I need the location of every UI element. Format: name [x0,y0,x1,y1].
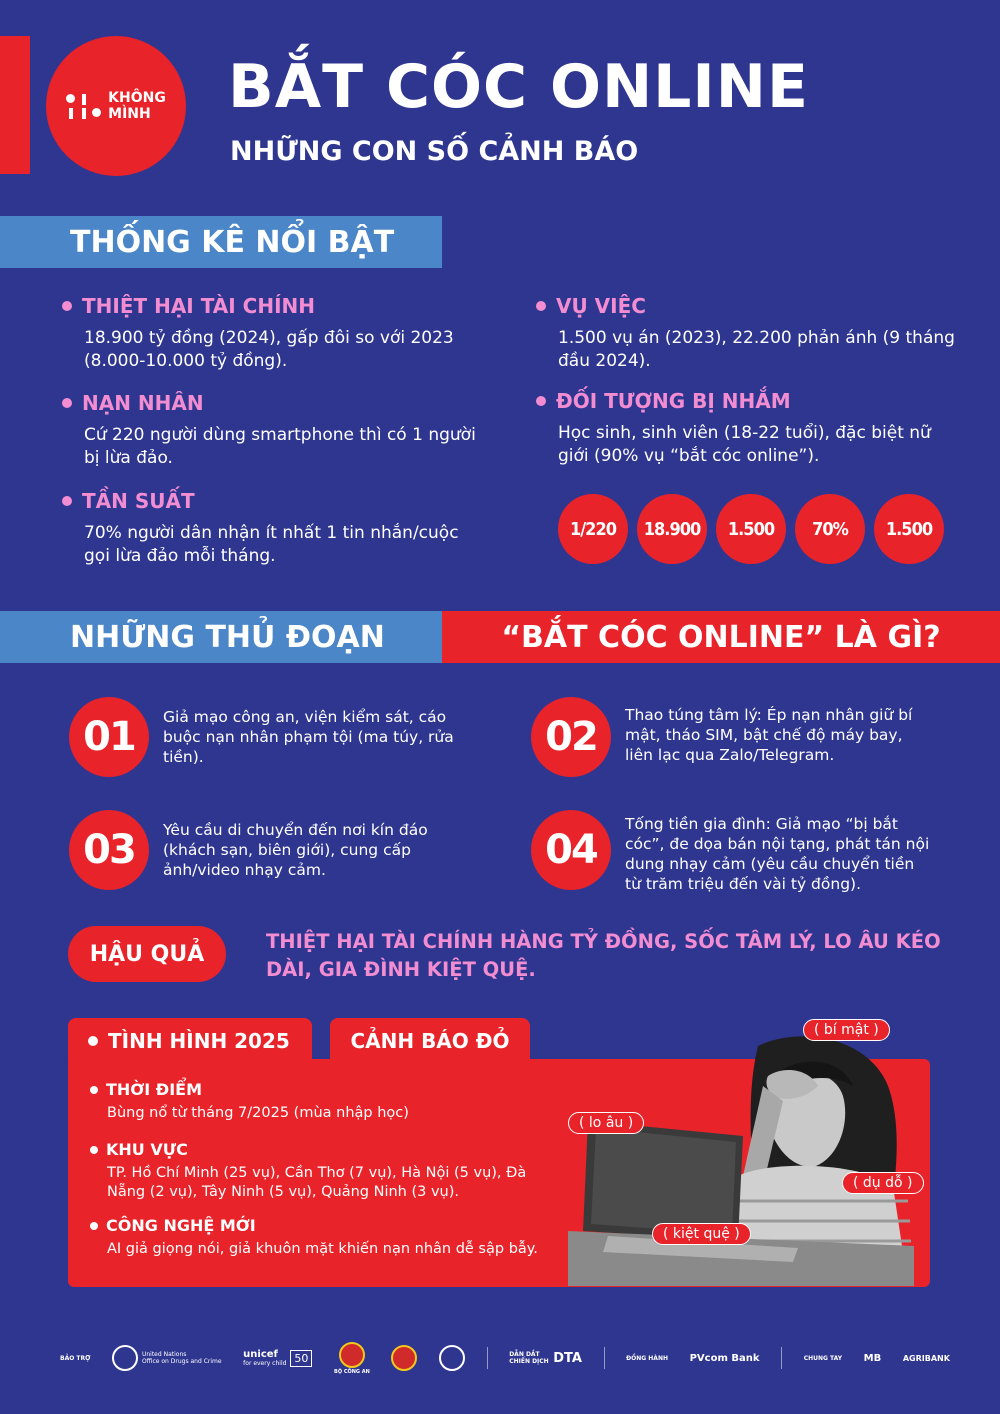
stat-body: Cứ 220 người dùng smartphone thì có 1 người bị lừa đảo. [84,425,476,468]
method-item [531,810,930,894]
bullet-icon [90,1146,98,1154]
un-text: United Nations [141,1351,187,1358]
stat-badge: 18.900 [637,494,707,564]
logo-mark-icon [66,94,102,119]
pvcombank-logo [690,1353,760,1364]
stat-body: 70% người dân nhận ít nhất 1 tin nhắn/cuộc gọi lừa đảo mỗi tháng. [84,523,459,566]
item-title: KHU VỰC [106,1140,188,1159]
method-number: 02 [531,697,611,777]
tag-secret: ( bí mật ) [803,1019,890,1041]
unicef-50-badge: 50 [290,1350,312,1367]
method-text: Tống tiền gia đình: Giả mạo “bị bắt cóc”, đe dọa bán nội tạng, phát tán nội dung nhạy cảm (yêu cầu chuyển tiền từ trăm triệu đến vài tỷ đồng). [625,815,930,893]
bullet-icon [536,301,546,311]
lead-label-text: DẪN DẮT CHIẾN DỊCH [509,1351,549,1365]
logo-line-2: MÌNH [108,106,151,122]
stat-targets [536,389,956,468]
method-text: Yêu cầu di chuyển đến nơi kín đáo (khách sạn, biên giới), cung cấp ảnh/video nhạy cảm. [163,821,428,879]
ministry-logo [391,1345,417,1371]
stat-badge: 1.500 [716,494,786,564]
unicef-logo [243,1349,312,1367]
footer-separator [781,1347,782,1369]
tab-label: TÌNH HÌNH 2025 [108,1028,290,1053]
item-body: TP. Hồ Chí Minh (25 vụ), Cần Thơ (7 vụ), Hà Nội (5 vụ), Đà Nẵng (2 vụ), Tây Ninh (5 vụ), Quảng Ninh (3 vụ). [107,1165,527,1200]
stat-cases [536,294,956,373]
page-title: BẮT CÓC ONLINE [228,52,809,122]
un-emblem-icon [112,1345,138,1371]
stat-title: VỤ VIỆC [556,294,646,318]
medical-emblem-icon [439,1345,465,1371]
tab-situation-2025 [68,1018,312,1063]
bullet-icon [536,396,546,406]
stat-badge: 1.500 [874,494,944,564]
tag-exhausted: ( kiệt quệ ) [652,1223,751,1245]
bullet-icon [62,301,72,311]
method-text: Giả mạo công an, viện kiểm sát, cáo buộc nạn nhân phạm tội (ma túy, rửa tiền). [163,708,454,766]
bullet-icon [62,398,72,408]
bullet-icon [90,1086,98,1094]
photo-illustration [568,1026,914,1286]
situation-item-time [90,1080,560,1123]
unicef-text: unicef [243,1349,278,1360]
companion-label [626,1355,668,1362]
stat-body: 18.900 tỷ đồng (2024), gấp đôi so với 2023 (8.000-10.000 tỷ đồng). [84,328,454,371]
bca-text: BỘ CÔNG AN [334,1368,370,1375]
tab-red-warning: CẢNH BÁO ĐỎ [330,1018,530,1063]
sponsor-label-text: BẢO TRỢ [60,1354,91,1362]
campaign-logo [46,36,186,176]
consequences-text: THIỆT HẠI TÀI CHÍNH HÀNG TỶ ĐỒNG, SỐC TÂM LÝ, LO ÂU KÉO DÀI, GIA ĐÌNH KIỆT QUỆ. [266,930,941,981]
header-accent-bar [0,36,30,174]
item-body: Bùng nổ từ tháng 7/2025 (mùa nhập học) [107,1105,409,1121]
logo-line-1: KHÔNG [108,90,166,106]
tag-lure: ( dụ dỗ ) [842,1172,924,1194]
together-label [804,1355,842,1362]
item-body: AI giả giọng nói, giả khuôn mặt khiến nạn nhân dễ sập bẫy. [107,1241,538,1257]
item-title: THỜI ĐIỂM [106,1080,203,1099]
method-number: 04 [531,810,611,890]
state-emblem-icon [391,1345,417,1371]
footer-separator [604,1347,605,1369]
sponsor-footer [60,1336,950,1380]
agribank-text: AGRIBANK [902,1353,950,1363]
stat-title: NẠN NHÂN [82,391,204,415]
together-label-text: CHUNG TAY [803,1354,843,1362]
situation-item-tech [90,1216,560,1259]
consequences-label: HẬU QUẢ [68,926,226,982]
stat-title: TẦN SUẤT [82,489,195,513]
dta-logo: DTA [553,1350,582,1366]
method-item [69,697,481,777]
companion-label-text: ĐỒNG HÀNH [626,1354,668,1362]
method-number: 01 [69,697,149,777]
footer-separator [487,1347,488,1369]
bca-logo [334,1342,370,1375]
agribank-logo [903,1354,950,1363]
unodc-logo [112,1345,222,1371]
police-emblem-icon [339,1342,365,1368]
stats-heading: THỐNG KÊ NỔI BẬT [0,216,442,268]
bullet-icon [88,1036,98,1046]
unodc-text: Office on Drugs and Crime [141,1358,222,1365]
method-item [531,697,930,777]
sponsor-label [60,1355,90,1362]
pvcom-text: PVcom Bank [689,1352,760,1364]
page-subtitle: NHỮNG CON SỐ CẢNH BÁO [230,136,639,167]
what-is-heading: “BẮT CÓC ONLINE” LÀ GÌ? [442,611,1000,663]
situation-item-area [90,1140,560,1202]
stat-badge: 70% [795,494,865,564]
stat-frequency [62,489,482,568]
mb-text: MB [863,1352,882,1364]
stat-title: ĐỐI TƯỢNG BỊ NHẮM [556,389,791,413]
lead-label [509,1351,582,1366]
unicef-sub: for every child [243,1360,287,1367]
mb-logo [864,1353,882,1364]
stat-body: 1.500 vụ án (2023), 22.200 phản ánh (9 tháng đầu 2024). [558,328,955,371]
method-text: Thao túng tâm lý: Ép nạn nhân giữ bí mật, tháo SIM, bật chế độ máy bay, liên lạc qua Zalo/Telegram. [625,706,913,764]
bullet-icon [62,496,72,506]
item-title: CÔNG NGHỆ MỚI [106,1216,256,1235]
stat-financial-damage [62,294,482,373]
stat-badge: 1/220 [558,494,628,564]
health-logo [439,1345,465,1371]
stat-body: Học sinh, sinh viên (18-22 tuổi), đặc biệt nữ giới (90% vụ “bắt cóc online”). [558,423,931,466]
stat-victims [62,391,482,470]
methods-heading: NHỮNG THỦ ĐOẠN [0,611,442,663]
tag-anxiety: ( lo âu ) [568,1112,644,1134]
stat-title: THIỆT HẠI TÀI CHÍNH [82,294,316,318]
distressed-student-photo [568,1026,914,1286]
bullet-icon [90,1222,98,1230]
method-item [69,810,481,890]
stat-badges [558,494,944,564]
method-number: 03 [69,810,149,890]
